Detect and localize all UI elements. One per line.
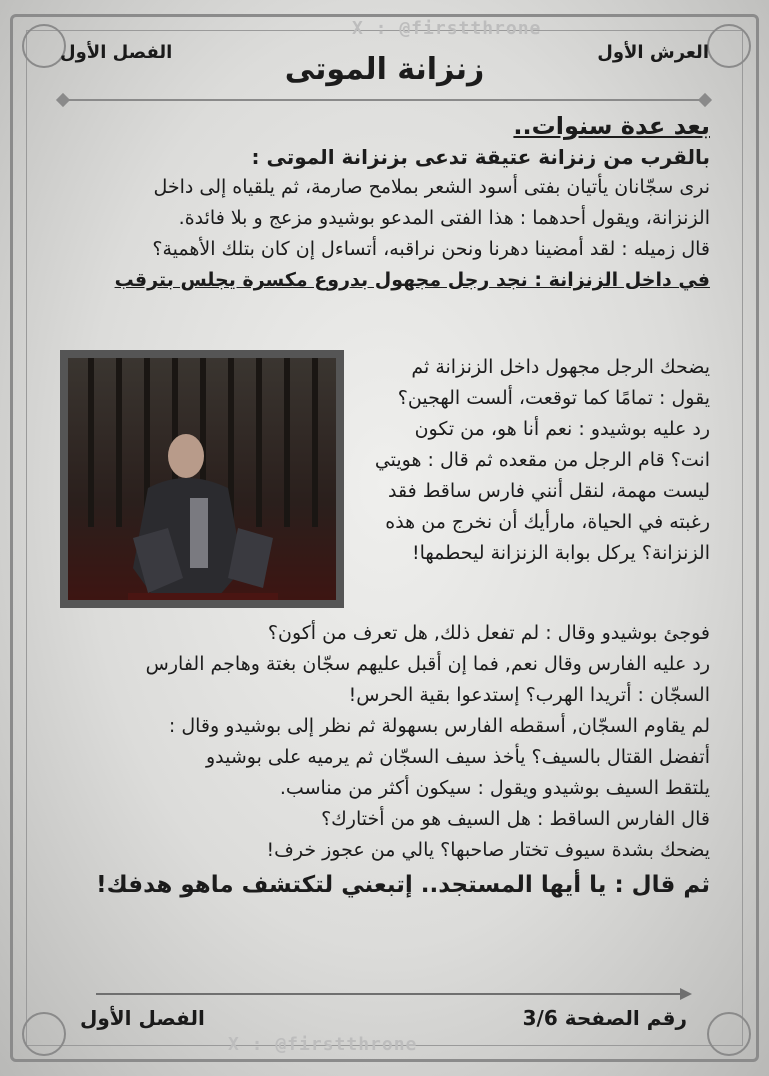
footer-arrow-head	[680, 988, 692, 1000]
paragraph-line: يضحك الرجل مجهول داخل الزنزانة ثم	[411, 356, 710, 378]
paragraph-line: لم يقاوم السجّان, أسقطه الفارس بسهولة ثم نظر إلى بوشيدو وقال :	[168, 715, 710, 737]
footer-arrow	[96, 993, 680, 995]
corner-ornament	[22, 1012, 66, 1056]
paragraph-line: فوجئ بوشيدو وقال : لم تفعل ذلك, هل تعرف من أكون؟	[267, 622, 710, 644]
chapter-label: الفصل الأول	[60, 42, 173, 63]
knight-figure	[128, 418, 278, 600]
paragraph-line: أتفضل القتال بالسيف؟ يأخذ سيف السجّان ثم يرميه على بوشيدو	[205, 746, 710, 768]
paragraph-line: قال زميله : لقد أمضينا دهرنا ونحن نراقبه، أتساءل إن كان بتلك الأهمية؟	[152, 238, 710, 260]
paragraph-line: السجّان : أتريدا الهرب؟ إستدعوا بقية الحرس!	[348, 684, 710, 706]
paragraph-line: يضحك بشدة سيوف تختار صاحبها؟ يالي من عجوز خرف!	[266, 839, 710, 861]
paragraph-line: رد عليه الفارس وقال نعم, فما إن أقبل عليهم سجّان بغتة وهاجم الفارس	[145, 653, 710, 675]
watermark-bottom: X : @firstthrone	[228, 1034, 418, 1055]
paragraph-line: نرى سجّانان يأتيان بفتى أسود الشعر بملامح صارمة، ثم يلقياه إلى داخل	[153, 176, 710, 198]
knight-illustration	[60, 350, 344, 608]
story-text-continued	[60, 618, 710, 904]
paragraph-line: يقول : تمامًا كما توقعت، ألست الهجين؟	[397, 387, 710, 409]
story-text	[60, 110, 710, 296]
watermark-top: X : @firstthrone	[352, 18, 542, 39]
closing-line: ثم قال : يا أيها المستجد.. إتبعني لتكتشف ماهو هدفك!	[96, 872, 710, 898]
paragraph-line: الزنزانة، ويقول أحدهما : هذا الفتى المدعو بوشيدو مزعج و بلا فائدة.	[178, 207, 710, 229]
header-divider	[64, 99, 705, 101]
scene-subheading: بالقرب من زنزانة عتيقة تدعى بزنزانة الموتى :	[251, 145, 710, 169]
series-title: العرش الأول	[597, 42, 709, 63]
wrapped-paragraph	[352, 352, 710, 569]
page-title: زنزانة الموتى	[284, 52, 485, 87]
footer-chapter-label: الفصل الأول	[80, 1006, 205, 1030]
paragraph-line: انت؟ قام الرجل من مقعده ثم قال : هويتي	[374, 449, 710, 471]
paragraph-line: ليست مهمة، لنقل أنني فارس ساقط فقد	[388, 480, 710, 502]
paragraph-line: يلتقط السيف بوشيدو ويقول : سيكون أكثر من مناسب.	[279, 777, 710, 799]
paragraph-line: رد عليه بوشيدو : نعم أنا هو، من تكون	[414, 418, 710, 440]
paragraph-line: الزنزانة؟ يركل بوابة الزنزانة ليحطمها!	[412, 542, 710, 564]
paragraph-line: رغبته في الحياة، مارأيك أن نخرج من هذه	[385, 511, 710, 533]
scene-description: في داخل الزنزانة : نجد رجل مجهول بدروع مكسرة يجلس بترقب	[114, 269, 710, 291]
scene-heading: بعد عدة سنوات..	[513, 112, 710, 140]
paragraph-line: قال الفارس الساقط : هل السيف هو من أختارك؟	[321, 808, 710, 830]
corner-ornament	[707, 1012, 751, 1056]
page-number: رقم الصفحة 3/6	[522, 1006, 687, 1030]
